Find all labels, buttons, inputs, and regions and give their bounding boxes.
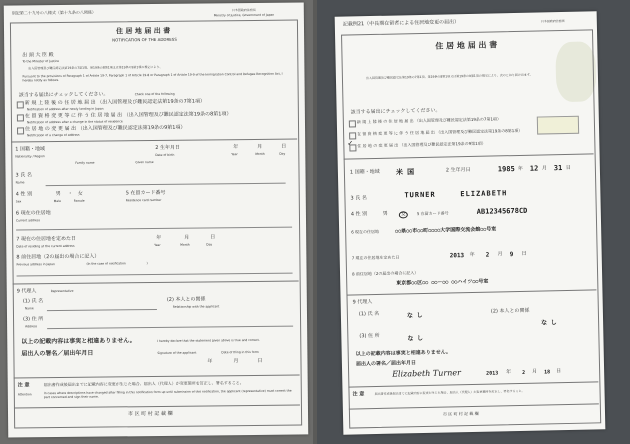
rep-relationship-label: (2) 本人との関係: [166, 296, 206, 303]
option-2-label-en: Notification of address after a change in the status of residence: [26, 119, 123, 125]
sample-form-number: 記載例21（中長期在留者による住居地変更の届出）: [342, 19, 460, 28]
note-text: 届出書作成後届出までに記載内容に変更が生じた場合、届出人（代理人）が変更箇所を訂正し、署名すること。: [43, 380, 244, 388]
family-name-label: Family name: [75, 160, 95, 165]
sample-legal-basis: 出入国管理及び難民認定法第19条の7第1項、第19条の8第1項又は第19条の9第1項の規定により、次のとおり届け出ます。: [365, 72, 533, 81]
representative-label-en: Representative: [50, 288, 74, 294]
sample-agency-name: 日本国政府法務省: [540, 18, 565, 24]
previous-address-note-close: ): [146, 261, 148, 266]
current-address-label-en: Current address: [15, 218, 41, 223]
given-name-value: ELIZABETH: [460, 189, 508, 199]
legal-basis: 出入国管理及び難民認定法第19条の7第1項、第19条の8第1項又は第19条の9第1項の規定により、: [28, 64, 163, 71]
sex-male-option[interactable]: 男: [55, 190, 61, 198]
option-3-label-en: Notification of a change of address: [27, 132, 80, 138]
name-label: 3 氏 名: [15, 172, 32, 179]
sample-dob-day-mark: 日: [565, 164, 571, 171]
moved-month-mark: 月: [184, 234, 190, 241]
residence-card-label: 5 在留カード番号: [125, 189, 166, 197]
option-3-checkbox[interactable]: [17, 127, 24, 134]
right-photo-filled-sample: [317, 0, 630, 444]
sex-separator: ・: [67, 190, 73, 197]
sample-sign-day-mark: 日: [556, 368, 562, 375]
option-1-label-en: Notification of address after newly landing in Japan: [26, 106, 104, 112]
sample-signature-label: 届出人の署名／届出年月日: [355, 360, 417, 368]
sign-day-value: 18: [544, 369, 551, 376]
sample-note-label: 注 意: [352, 391, 365, 398]
residence-card-label-en: Residence card number: [125, 197, 162, 203]
previous-address-label-en: Previous address in Japan: [16, 262, 55, 267]
dob-year-value: 1985: [497, 165, 515, 174]
option-1-checkbox[interactable]: [17, 101, 24, 108]
nationality-value: 米 国: [395, 168, 415, 177]
sex-male-en: Male: [53, 198, 61, 204]
rep-name-label: (1) 氏 名: [22, 298, 44, 305]
office-use-section: 市 区 町 村 記 載 欄: [128, 410, 173, 418]
moved-month-en: Month: [180, 242, 190, 247]
sample-card-label: 5 在留カード番号: [416, 210, 449, 217]
sex-label: 4 性 別: [15, 191, 33, 198]
signature-date-en: Date of filing in this form: [221, 349, 259, 355]
previous-address-note-en: (In the case of notification: [86, 261, 126, 266]
sample-rep-name-label: (1) 氏 名: [358, 310, 380, 318]
filled-form-page: [335, 11, 606, 434]
form-title: 住 居 地 届 出 書: [115, 26, 171, 36]
year-mark-en: Year: [231, 152, 238, 157]
option-2-checkbox[interactable]: [17, 114, 24, 121]
sign-month-value: 2: [522, 369, 526, 376]
sample-sign-year-mark: 年: [506, 369, 512, 376]
day-mark-en: Day: [279, 151, 286, 156]
sample-sex-female-circled: 女: [399, 211, 408, 218]
moved-day-value: 9: [509, 251, 514, 259]
year-mark: 年: [233, 144, 239, 151]
agency-name: 日本国政府法務省: [231, 7, 256, 13]
sample-sex-label: 4 性 別: [350, 211, 368, 218]
check-instruction-en: Check one of the following: [134, 91, 175, 97]
sample-rep-relationship-label: (2) 本人との関係: [490, 307, 530, 315]
sex-female-en: Female: [73, 198, 85, 203]
moved-month-value: 2: [485, 251, 490, 259]
sample-representative-label: 9 代理人: [352, 299, 373, 306]
month-mark-en: Month: [255, 151, 265, 156]
applicant-signature: Elizabeth Turner: [392, 368, 461, 379]
addressee: 出 頭 大 臣 殿: [22, 52, 54, 59]
option-3-label: 住 居 地 の 変 更 届 出 （出入国管理及び難民認定法第19条の9第1項）: [25, 124, 186, 133]
sample-sex-male: 男: [382, 210, 388, 217]
dob-day-value: 31: [553, 164, 563, 173]
day-mark: 日: [281, 143, 287, 150]
current-address-value: ○○県○○市○○町○○○○大学国際交流会館○○号室: [395, 226, 497, 235]
sample-previous-address-label: 8 前住居地（2の届出の場合に記入）: [351, 270, 419, 277]
previous-address-value: 東京都○○区○○ ○○－○○ ○○ハイツ○○号室: [396, 278, 489, 287]
sample-option-3-label: 住 居 地 の 変 更 届 出 （出入国管理及び難民認定法第19条の9第1項）: [357, 140, 486, 149]
family-name-value: TURNER: [404, 190, 436, 200]
moved-date-label: 7 現在の住居地を定めた日: [16, 235, 77, 243]
sample-moved-day-mark: 日: [521, 250, 527, 257]
moved-year-value: 2013: [449, 252, 465, 260]
signature-label-en: Signature of the applicant: [157, 350, 197, 355]
sample-nationality-label: 1 国籍・地域: [349, 168, 380, 176]
sign-day-mark: 日: [257, 357, 263, 364]
legal-basis-en: Pursuant to the provisions of Paragraph 1 of Article 19-7, Paragraph 1 of Article 19-8 or Paragraph 1 of Article 19-9 of the Immigration Control and Refugee Recognition Act, I hereby notify as follows.: [22, 71, 283, 83]
sample-sign-month-mark: 月: [532, 368, 538, 375]
given-name-label: Given name: [135, 160, 154, 165]
sign-year-value: 2013: [486, 370, 499, 377]
sample-moved-year-mark: 年: [469, 251, 475, 259]
sample-moved-month-mark: 月: [497, 251, 503, 258]
agency-name-en: Ministry of Justice, Government of Japan: [213, 12, 275, 18]
dob-label-en: Date of birth: [155, 152, 175, 158]
moved-day-mark: 日: [210, 234, 216, 241]
check-instruction: 該当する届出にチェックしてください。: [18, 91, 109, 99]
sample-check-instruction: 該当する届出にチェックしてください。: [350, 107, 441, 116]
signature-label: 届出人の署名／届出年月日: [21, 349, 94, 358]
option-1-label: 新 規 上 陸 後 の 住 居 地 届 出 （出入国管理及び難民認定法第19条の7第1項）: [24, 98, 206, 107]
form-number: 別記第二十九号の八様式（第十九条の八関係）: [11, 9, 96, 16]
current-address-label: 6 現在の住居地: [15, 210, 51, 217]
check-mark-icon: ✓: [347, 139, 354, 148]
sample-rep-address-label: (3) 住 所: [359, 332, 380, 340]
attention-label: Attention: [17, 392, 32, 397]
declaration-en: I hereby declare that the statement given above is true and correct.: [157, 337, 260, 343]
form-title-en: NOTIFICATION OF THE ADDRESS: [112, 36, 177, 43]
left-photo-blank-form: [0, 0, 313, 444]
sample-option-1-label: 新 規 上 陸 後 の 住 居 地 届 出 （出入国管理及び難民認定法第19条の7第1項）: [356, 116, 502, 125]
sample-option-2-label: 在 留 資 格 変 更 等 に 伴 う 住 居 地 届 出 （出入国管理及び難民認定法第19条の8第1項）: [357, 127, 523, 137]
name-label-en: Name: [15, 180, 25, 185]
declaration: 以上の記載内容は事実と相違ありません。: [21, 337, 136, 346]
sample-dob-year-mark: 年: [517, 165, 523, 172]
rep-address-value: な し: [407, 335, 424, 343]
moved-year-en: Year: [154, 242, 161, 248]
moved-date-label-en: Date of residing at the current address: [16, 243, 75, 249]
rep-name-value: な し: [406, 312, 423, 320]
rep-relationship-label-en: Relationship with the applicant: [172, 304, 220, 309]
addressee-en: To the Minister of Justice: [22, 59, 59, 64]
previous-address-label: 8 前住居地（2の届出の場合に記入）: [16, 253, 100, 261]
moved-day-en: Day: [206, 242, 213, 247]
note-text-en: In cases where descriptions have changed after filling in this notification form up until submission of this notification, the applicant (representative) must correct the part concerned and sign their name.: [43, 388, 292, 400]
sample-option-1-checkbox[interactable]: [349, 120, 356, 127]
moved-year-mark: 年: [156, 234, 162, 241]
nationality-label-en: Nationality / Region: [15, 154, 45, 159]
sample-dob-label: 2 生年月日: [445, 166, 471, 174]
note-label: 注 意: [17, 382, 30, 389]
yellow-sticker: [537, 116, 579, 135]
sex-female-option[interactable]: 女: [77, 190, 83, 197]
sign-year-mark: 年: [207, 358, 213, 365]
sample-moved-date-label: 7 現在の住居地を定めた日: [351, 254, 400, 261]
sample-dob-month-mark: 月: [541, 165, 547, 172]
rep-address-label: (3) 住 所: [23, 316, 44, 323]
rep-relationship-value: な し: [541, 319, 557, 327]
sample-declaration: 以上の記載内容は事実と相違ありません。: [355, 349, 452, 358]
rep-address-label-en: Address: [25, 324, 38, 329]
representative-label: 9 代理人: [16, 288, 37, 295]
month-mark: 月: [257, 143, 263, 150]
nationality-label: 1 国籍・地域: [15, 146, 46, 153]
sample-current-address-label: 6 現在の住居地: [351, 228, 380, 235]
rep-name-label-en: Name: [24, 306, 34, 311]
sample-form-title: 住 居 地 届 出 書: [435, 40, 498, 51]
dob-month-value: 12: [529, 164, 539, 173]
sex-label-en: Sex: [15, 199, 22, 204]
sample-name-label: 3 氏 名: [350, 195, 367, 202]
option-2-label: 在 留 資 格 変 更 等 に 伴 う 住 居 地 届 出 （出入国管理及び難民認定法第19条の8第1項）: [24, 111, 232, 120]
dob-label: 2 生年月日: [155, 144, 181, 152]
sample-note-text: 届出書作成後届出までに記載内容に変更が生じた場合、届出人（代理人）が変更箇所を訂正し、署名すること。: [374, 388, 525, 397]
sample-office-use-section: 市 区 町 村 記 載 欄: [442, 410, 479, 417]
residence-card-number-value: AB12345678CD: [476, 206, 528, 216]
sign-month-mark: 月: [233, 358, 239, 365]
blank-form-page: [4, 2, 309, 437]
